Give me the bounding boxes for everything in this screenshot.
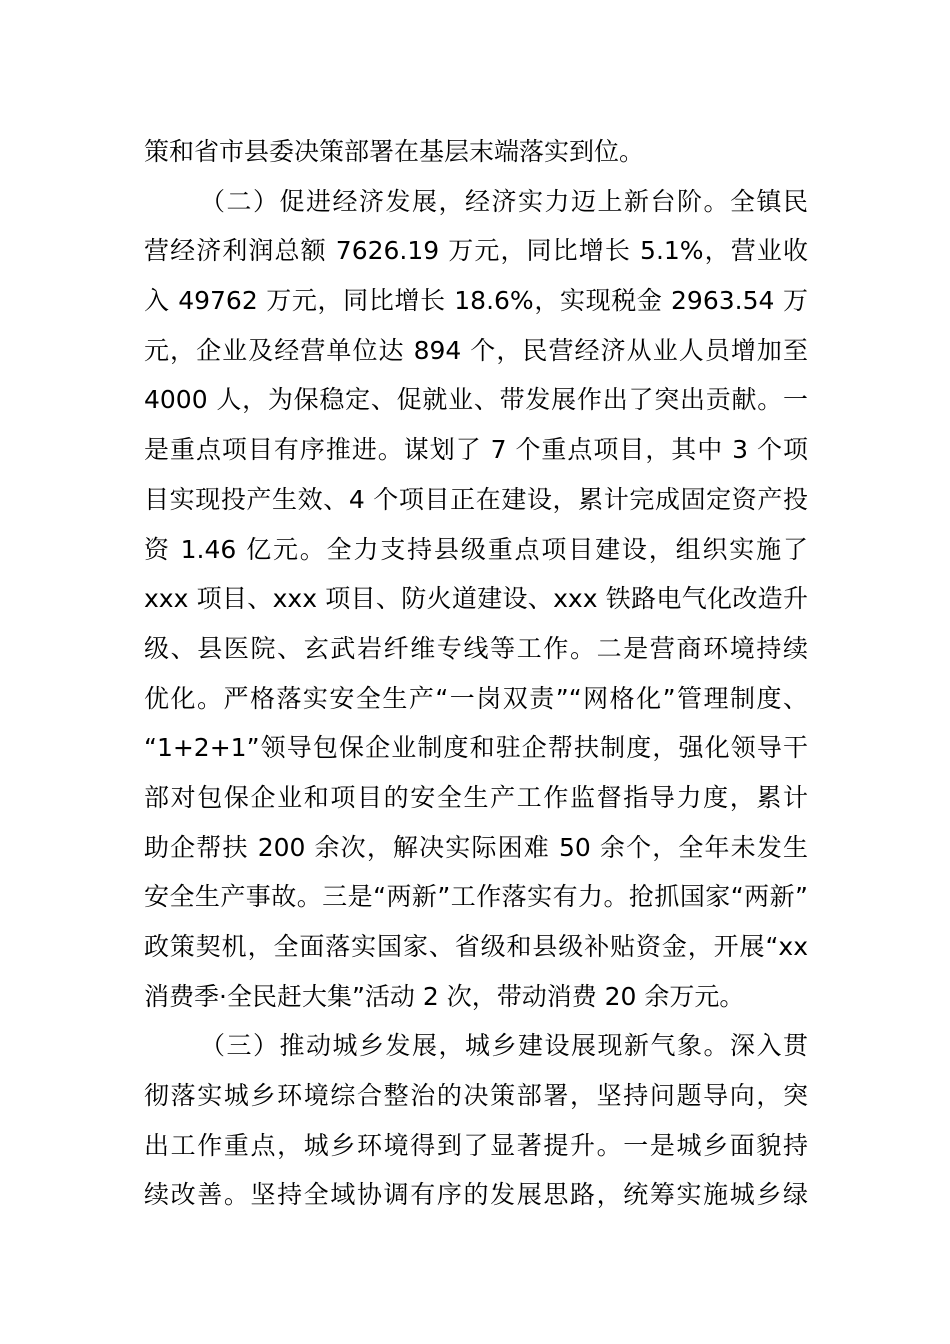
text-line: 彻落实城乡环境综合整治的决策部署，坚持问题导向，突 <box>144 1081 808 1111</box>
text-line: 元，企业及经营单位达 894 个，民营经济从业人员增加至 <box>144 335 808 365</box>
text-line: xxx 项目、xxx 项目、防火道建设、xxx 铁路电气化改造升 <box>144 584 808 614</box>
text-line: 出工作重点，城乡环境得到了显著提升。一是城乡面貌持 <box>144 1130 808 1160</box>
text-line: 目实现投产生效、4 个项目正在建设，累计完成固定资产投 <box>144 484 808 514</box>
text-line: （二）促进经济发展，经济实力迈上新台阶。全镇民 <box>200 186 808 216</box>
text-line: 营经济利润总额 7626.19 万元，同比增长 5.1%，营业收 <box>144 236 808 266</box>
text-line: 资 1.46 亿元。全力支持县级重点项目建设，组织实施了 <box>144 534 808 564</box>
text-line: 级、县医院、玄武岩纤维专线等工作。二是营商环境持续 <box>144 633 808 663</box>
text-line: 部对包保企业和项目的安全生产工作监督指导力度，累计 <box>144 782 808 812</box>
text-line: 优化。严格落实安全生产“一岗双责”“网格化”管理制度、 <box>144 683 808 713</box>
text-line: 策和省市县委决策部署在基层末端落实到位。 <box>144 137 645 166</box>
text-line: 4000 人，为保稳定、促就业、带发展作出了突出贡献。一 <box>144 385 808 415</box>
text-line: 入 49762 万元，同比增长 18.6%，实现税金 2963.54 万 <box>144 286 808 316</box>
text-line: 消费季·全民赶大集”活动 2 次，带动消费 20 余万元。 <box>144 981 745 1011</box>
text-line: 助企帮扶 200 余次，解决实际困难 50 余个，全年未发生 <box>144 832 808 862</box>
text-line: “1+2+1”领导包保企业制度和驻企帮扶制度，强化领导干 <box>144 733 808 763</box>
text-line: 续改善。坚持全域协调有序的发展思路，统筹实施城乡绿 <box>144 1180 808 1210</box>
body-text <box>144 127 808 1220</box>
text-line: （三）推动城乡发展，城乡建设展现新气象。深入贯 <box>200 1031 808 1061</box>
text-line: 政策契机，全面落实国家、省级和县级补贴资金，开展“xx <box>144 932 808 961</box>
text-line: 安全生产事故。三是“两新”工作落实有力。抢抓国家“两新” <box>144 882 808 912</box>
text-line: 是重点项目有序推进。谋划了 7 个重点项目，其中 3 个项 <box>144 435 808 465</box>
